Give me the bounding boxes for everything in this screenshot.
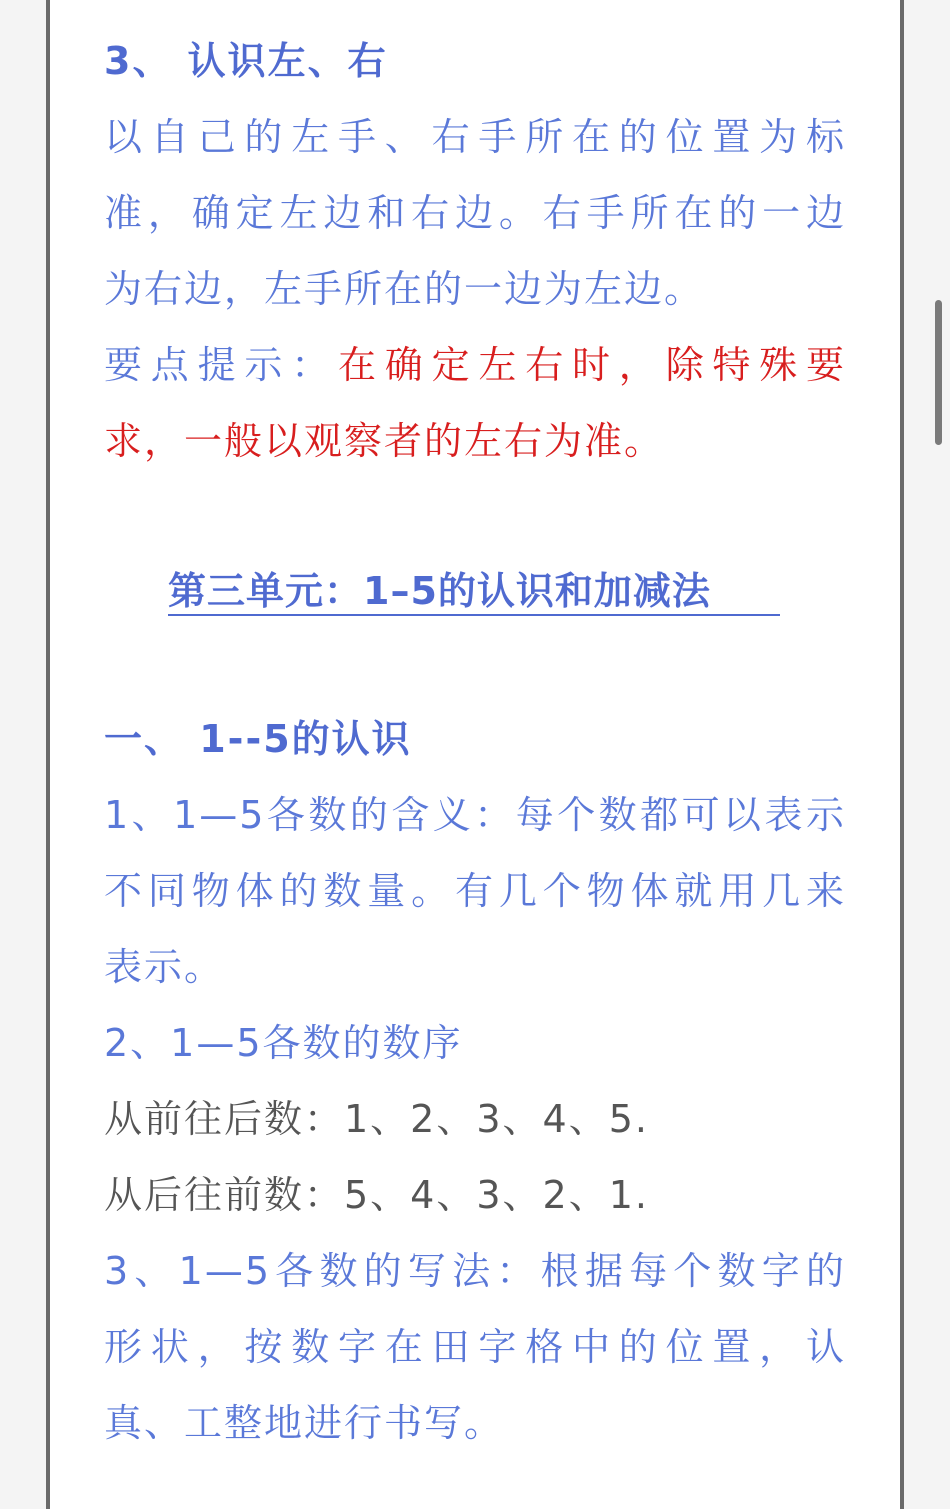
paragraph-line: 为右边，左手所在的一边为左边。 bbox=[104, 267, 705, 311]
tip-label: 要点提示： bbox=[104, 343, 338, 387]
section-heading: 3、 认识左、右 bbox=[104, 39, 388, 83]
count-forward: 从前往后数：1、2、3、4、5. bbox=[104, 1097, 649, 1141]
paragraph-line: 1、1—5各数的含义：每个数都可以表示 bbox=[104, 793, 846, 837]
tip-text: 在确定左右时，除特殊要 bbox=[338, 343, 846, 387]
count-backward: 从后往前数：5、4、3、2、1. bbox=[104, 1173, 649, 1217]
tip-text-continued: 求，一般以观察者的左右为准。 bbox=[104, 419, 665, 463]
unit-title: 第三单元：1–5的认识和加减法 bbox=[168, 566, 780, 616]
paragraph-line: 不同物体的数量。有几个物体就用几来 bbox=[104, 869, 846, 913]
part-heading: 一、 1--5的认识 bbox=[104, 717, 412, 761]
paragraph-line: 表示。 bbox=[104, 945, 225, 989]
item-heading: 2、1—5各数的数序 bbox=[104, 1021, 463, 1065]
paragraph-line: 形状，按数字在田字格中的位置，认 bbox=[104, 1325, 846, 1369]
paragraph-line: 3、1—5各数的写法：根据每个数字的 bbox=[104, 1249, 846, 1293]
tip-line bbox=[104, 340, 846, 390]
paragraph-line: 以自己的左手、右手所在的位置为标 bbox=[104, 115, 846, 159]
paragraph-line: 准，确定左边和右边。右手所在的一边 bbox=[104, 191, 846, 235]
paragraph-line: 真、工整地进行书写。 bbox=[104, 1401, 505, 1445]
scrollbar[interactable] bbox=[935, 300, 942, 445]
